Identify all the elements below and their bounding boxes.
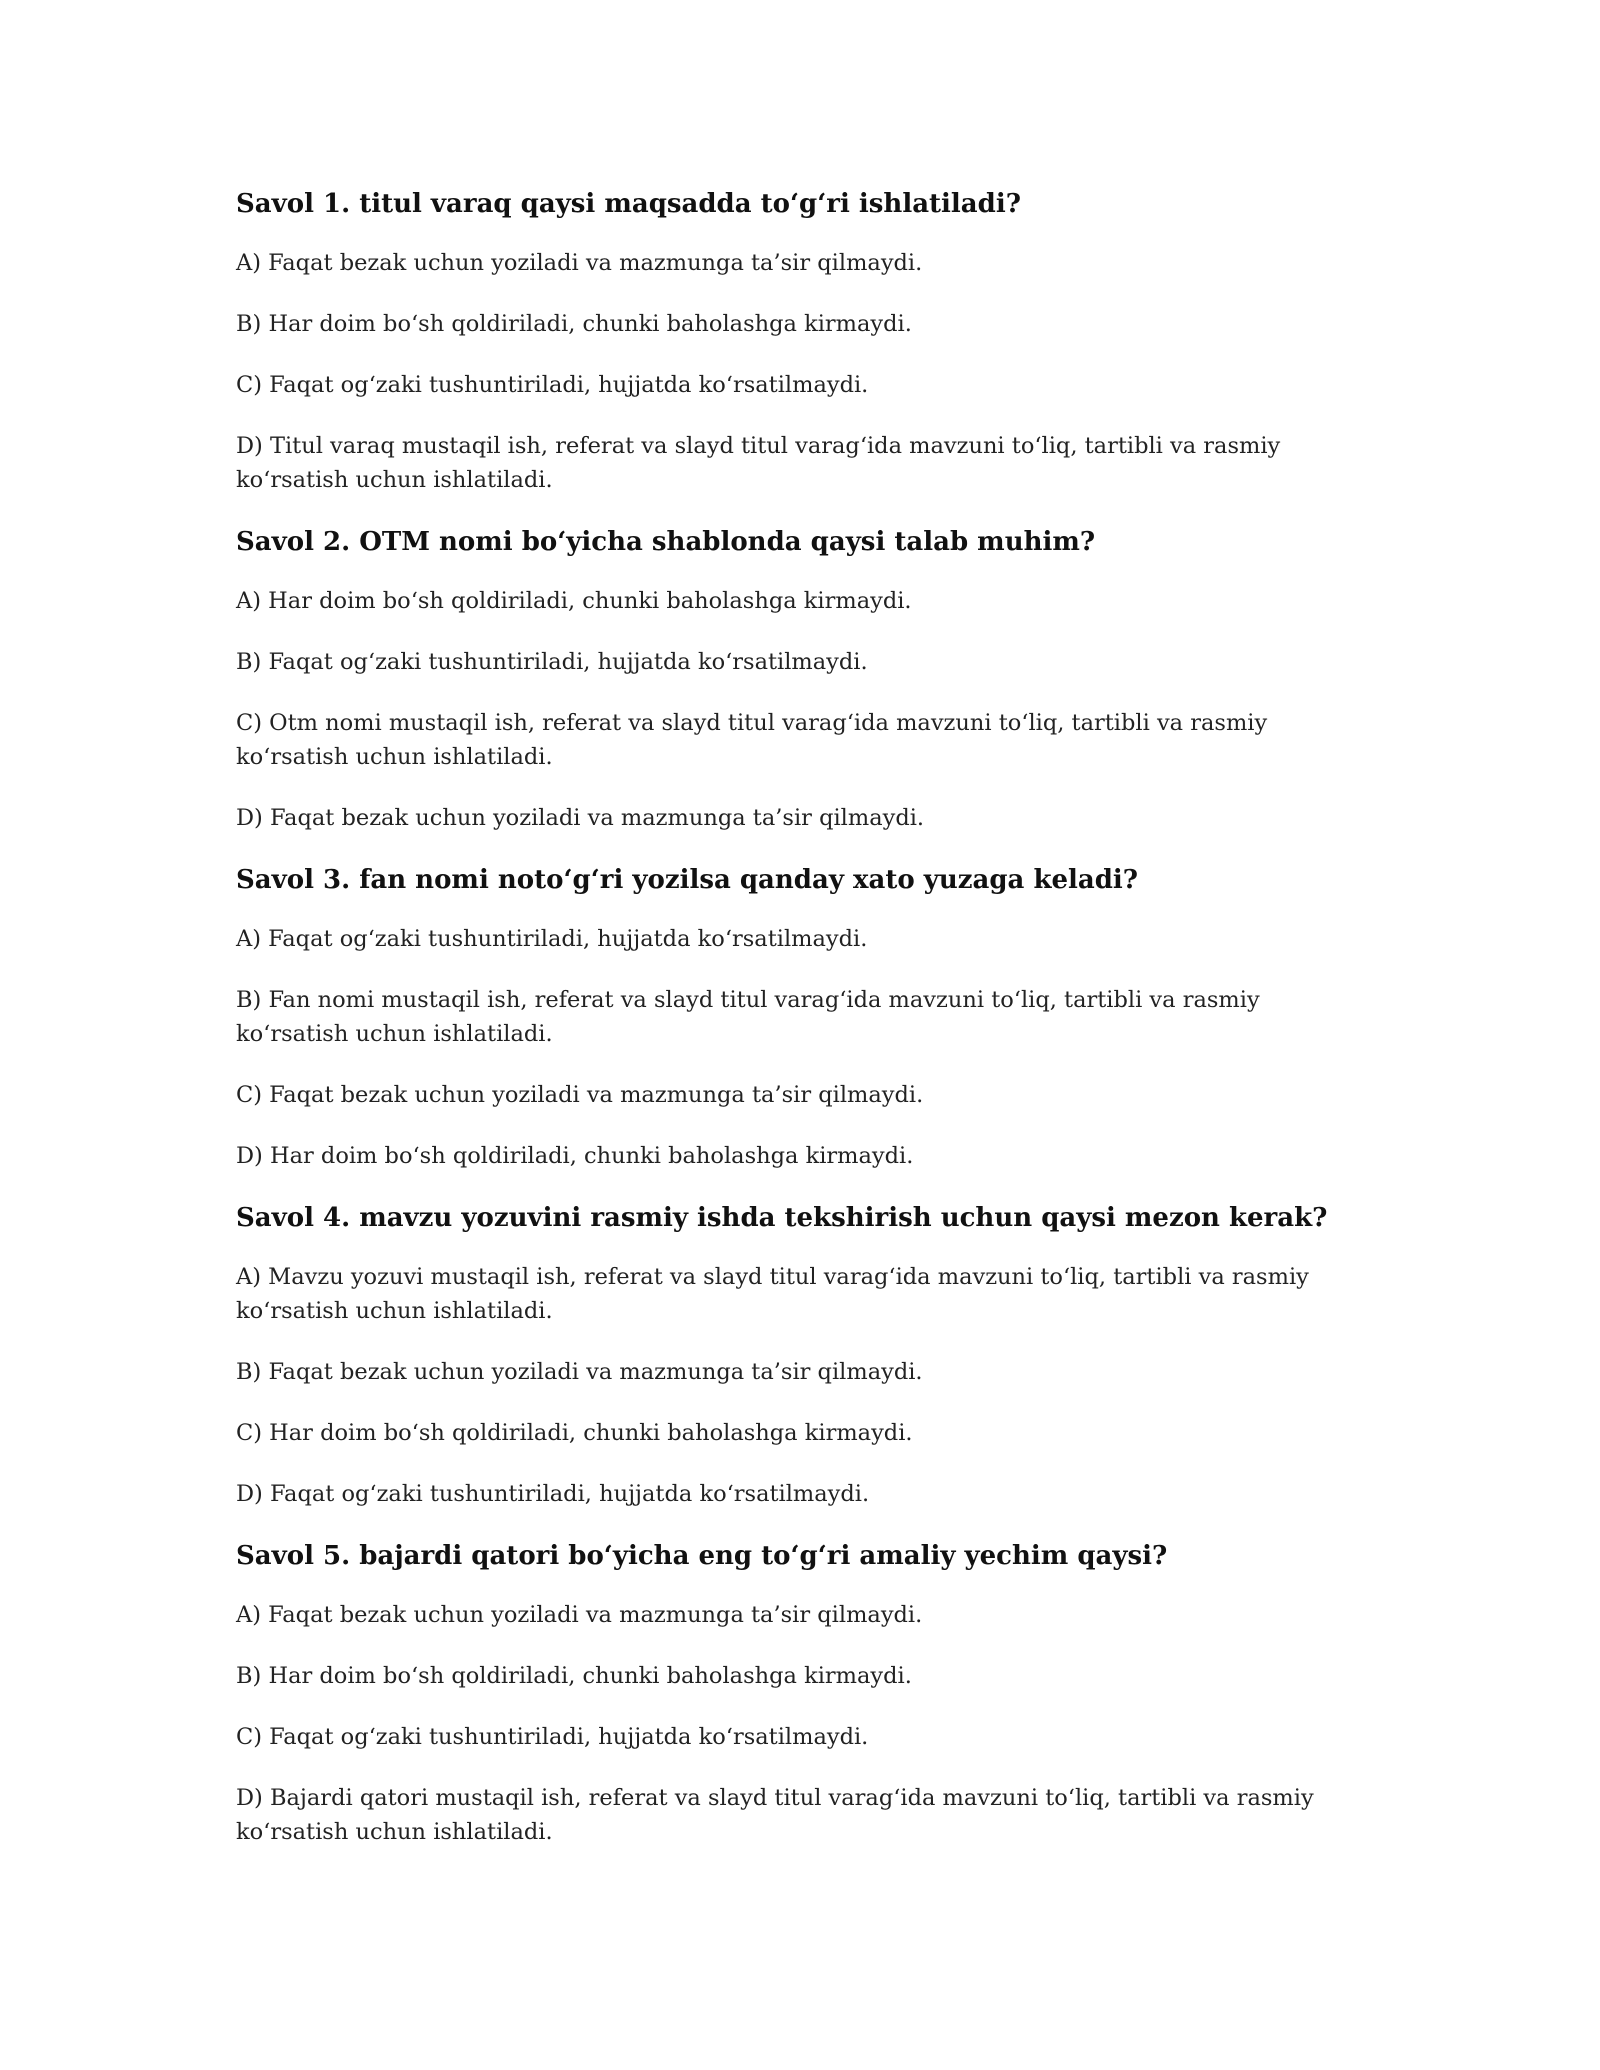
- question-title: Savol 2. OTM nomi bo‘yicha shablonda qaysi talab muhim?: [236, 527, 1096, 557]
- option-d: D) Faqat bezak uchun yoziladi va mazmunga ta’sir qilmaydi.: [236, 805, 925, 831]
- option-a: A) Faqat bezak uchun yoziladi va mazmunga ta’sir qilmaydi.: [236, 250, 923, 276]
- option-c: C) Faqat og‘zaki tushuntiriladi, hujjatda ko‘rsatilmaydi.: [236, 372, 869, 398]
- option-d: D) Har doim bo‘sh qoldiriladi, chunki baholashga kirmaydi.: [236, 1143, 914, 1169]
- option-a: A) Mavzu yozuvi mustaqil ish, referat va slayd titul varag‘ida mavzuni to‘liq, tartibli va rasmiy ko‘rsatish uchun ishlatiladi.: [236, 1264, 1309, 1324]
- option-b: B) Har doim bo‘sh qoldiriladi, chunki baholashga kirmaydi.: [236, 311, 912, 337]
- document-page: [236, 186, 1366, 1876]
- question-title: Savol 3. fan nomi noto‘g‘ri yozilsa qanday xato yuzaga keladi?: [236, 865, 1139, 895]
- option-c: C) Faqat bezak uchun yoziladi va mazmunga ta’sir qilmaydi.: [236, 1082, 924, 1108]
- option-c: C) Faqat og‘zaki tushuntiriladi, hujjatda ko‘rsatilmaydi.: [236, 1724, 869, 1750]
- option-b: B) Har doim bo‘sh qoldiriladi, chunki baholashga kirmaydi.: [236, 1663, 912, 1689]
- option-c: C) Har doim bo‘sh qoldiriladi, chunki baholashga kirmaydi.: [236, 1420, 913, 1446]
- option-c: C) Otm nomi mustaqil ish, referat va slayd titul varag‘ida mavzuni to‘liq, tartibli va rasmiy ko‘rsatish uchun ishlatiladi.: [236, 710, 1268, 770]
- question-5: [236, 1538, 1366, 1849]
- option-a: A) Har doim bo‘sh qoldiriladi, chunki baholashga kirmaydi.: [236, 588, 912, 614]
- option-d: D) Titul varaq mustaqil ish, referat va slayd titul varag‘ida mavzuni to‘liq, tartibli va rasmiy ko‘rsatish uchun ishlatiladi.: [236, 433, 1281, 493]
- option-b: B) Faqat og‘zaki tushuntiriladi, hujjatda ko‘rsatilmaydi.: [236, 649, 868, 675]
- option-a: A) Faqat og‘zaki tushuntiriladi, hujjatda ko‘rsatilmaydi.: [236, 926, 868, 952]
- question-4: [236, 1200, 1366, 1511]
- option-a: A) Faqat bezak uchun yoziladi va mazmunga ta’sir qilmaydi.: [236, 1602, 923, 1628]
- question-title: Savol 5. bajardi qatori bo‘yicha eng to‘g‘ri amaliy yechim qaysi?: [236, 1541, 1168, 1571]
- question-3: [236, 862, 1366, 1173]
- question-title: Savol 4. mavzu yozuvini rasmiy ishda tekshirish uchun qaysi mezon kerak?: [236, 1203, 1328, 1233]
- option-d: D) Faqat og‘zaki tushuntiriladi, hujjatda ko‘rsatilmaydi.: [236, 1481, 870, 1507]
- option-d: D) Bajardi qatori mustaqil ish, referat va slayd titul varag‘ida mavzuni to‘liq, tartibli va rasmiy ko‘rsatish uchun ishlatiladi.: [236, 1785, 1314, 1845]
- option-b: B) Faqat bezak uchun yoziladi va mazmunga ta’sir qilmaydi.: [236, 1359, 923, 1385]
- question-1: [236, 186, 1366, 497]
- option-b: B) Fan nomi mustaqil ish, referat va slayd titul varag‘ida mavzuni to‘liq, tartibli va rasmiy ko‘rsatish uchun ishlatiladi.: [236, 987, 1260, 1047]
- question-2: [236, 524, 1366, 835]
- question-title: Savol 1. titul varaq qaysi maqsadda to‘g‘ri ishlatiladi?: [236, 189, 1021, 219]
